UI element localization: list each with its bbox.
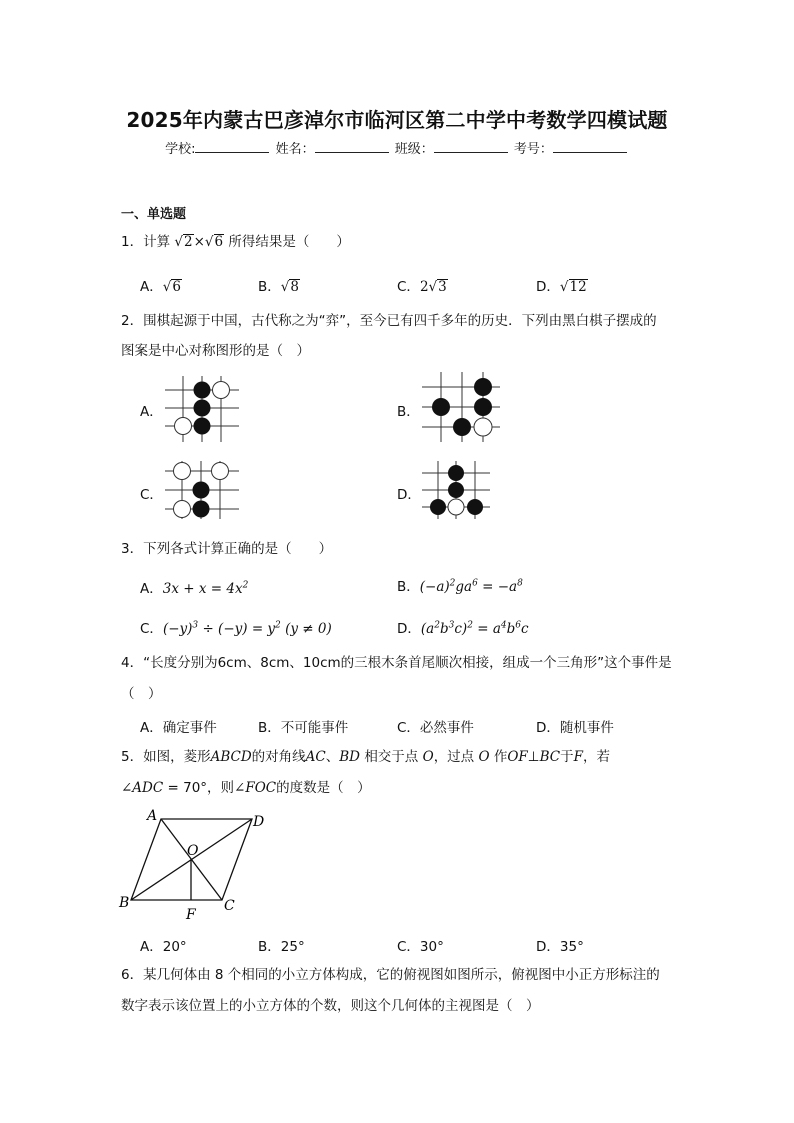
- q3-option-d[interactable]: D．$(a^2b^3c)^2 = a^4b^6c$: [397, 620, 529, 637]
- q3-option-c[interactable]: C．$(-y)^3 \div (-y) = y^2$ (y ≠ 0): [140, 620, 332, 637]
- class-label: 班级：: [394, 142, 434, 157]
- q4-option-c[interactable]: C．必然事件: [397, 720, 474, 736]
- label-c: C: [224, 898, 235, 914]
- q5-line-2: ∠ADC = 70°，则∠FOC的度数是（ ）: [121, 780, 371, 796]
- go-pattern-d[interactable]: [420, 459, 492, 521]
- class-blank[interactable]: [434, 140, 508, 153]
- q6-line-1: 6．某几何体由 8 个相同的小立方体构成，它的俯视图如图所示，俯视图中小正方形标注的: [121, 967, 660, 983]
- q2-line-2: 图案是中心对称图形的是（ ）: [121, 343, 310, 359]
- q4-line-1: 4．“长度分别为6cm、8cm、10cm的三根木条首尾顺次相接，组成一个三角形”这个事件是: [121, 655, 672, 671]
- go-pattern-a[interactable]: [163, 374, 241, 444]
- rhombus-figure: [116, 806, 276, 924]
- q1-expression: √2×√6: [174, 234, 224, 250]
- q4-option-d[interactable]: D．随机事件: [536, 720, 614, 736]
- school-label: 学校:: [165, 142, 196, 157]
- label-o: O: [187, 843, 199, 859]
- q6-line-2: 数字表示该位置上的小立方体的个数，则这个几何体的主视图是（ ）: [121, 998, 540, 1014]
- go-pattern-c[interactable]: [163, 459, 241, 521]
- label-d: D: [253, 814, 265, 830]
- q4-option-a[interactable]: A．确定事件: [140, 720, 217, 736]
- q4-option-b[interactable]: B．不可能事件: [258, 720, 349, 736]
- label-b: B: [119, 895, 130, 911]
- name-label: 姓名：: [275, 142, 315, 157]
- q5-option-d[interactable]: D．35°: [536, 939, 584, 955]
- q1-option-d[interactable]: D．√12: [536, 279, 587, 295]
- label-f: F: [186, 907, 196, 923]
- q2-option-b-label[interactable]: B．: [397, 404, 420, 420]
- q4-line-2: （ ）: [121, 686, 162, 702]
- name-blank[interactable]: [315, 140, 389, 153]
- q1-prefix: 1．计算: [121, 234, 171, 250]
- section-heading: 一、单选题: [121, 207, 187, 222]
- q2-line-1: 2．围棋起源于中国，古代称之为“弈”，至今已有四千多年的历史．下列由黑白棋子摆成的: [121, 313, 657, 329]
- q1-option-c[interactable]: C．2√3: [397, 279, 447, 295]
- page-title: 2025年内蒙古巴彦淖尔市临河区第二中学中考数学四模试题: [126, 108, 668, 132]
- number-blank[interactable]: [553, 140, 627, 153]
- q3-option-a[interactable]: A．$3x + x = 4x^2$: [140, 580, 249, 597]
- q2-option-d-label[interactable]: D．: [397, 487, 421, 503]
- number-label: 考号：: [513, 142, 553, 157]
- q1-suffix: 所得结果是（ ）: [228, 234, 350, 250]
- q1-option-a[interactable]: A．√6: [140, 279, 181, 295]
- q5-option-a[interactable]: A．20°: [140, 939, 187, 955]
- q2-option-a-label[interactable]: A．: [140, 404, 163, 420]
- go-pattern-b[interactable]: [420, 370, 502, 444]
- student-info-line: [0, 138, 794, 157]
- school-blank[interactable]: [195, 140, 269, 153]
- q5-option-c[interactable]: C．30°: [397, 939, 444, 955]
- q1-option-b[interactable]: B．√8: [258, 279, 299, 295]
- q3-stem: 3．下列各式计算正确的是（ ）: [121, 541, 333, 557]
- question-1: [121, 232, 350, 252]
- q5-option-b[interactable]: B．25°: [258, 939, 305, 955]
- q2-option-c-label[interactable]: C．: [140, 487, 163, 503]
- q3-option-b[interactable]: B．$(-a)^2ga^6 = -a^8$: [397, 578, 523, 595]
- q5-line-1: 5．如图，菱形ABCD的对角线AC、BD 相交于点 O，过点 O 作OF⊥BC于F，若: [121, 749, 610, 765]
- label-a: A: [147, 808, 158, 824]
